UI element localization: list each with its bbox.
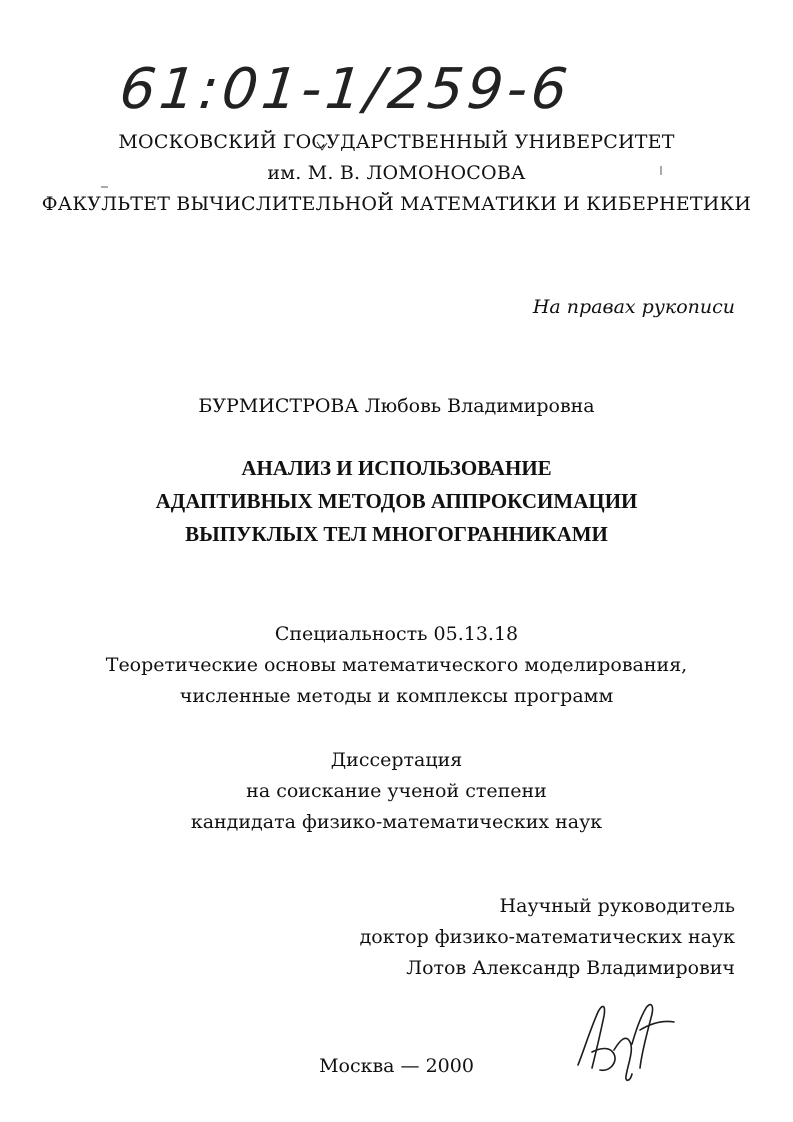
university-honorific: им. М. В. ЛОМОНОСОВА [267,162,526,184]
degree-line-1: Диссертация [330,749,463,771]
stray-mark-3 [100,183,110,191]
title-line-2: АДАПТИВНЫХ МЕТОДОВ АППРОКСИМАЦИИ [155,489,638,513]
city-year: Москва — 2000 [319,1055,474,1077]
degree-line-3: кандидата физико-математических наук [190,811,603,833]
faculty-name: ФАКУЛЬТЕТ ВЫЧИСЛИТЕЛЬНОЙ МАТЕМАТИКИ И КИБЕРНЕТИКИ [41,193,752,215]
specialty-code: Специальность 05.13.18 [274,623,519,645]
university-name: МОСКОВСКИЙ ГОСУДАРСТВЕННЫЙ УНИВЕРСИТЕТ [118,131,675,153]
author-name: БУРМИСТРОВА Любовь Владимировна [198,395,595,417]
degree-line-2: на соискание ученой степени [246,780,547,802]
handwritten-catalog-number [116,55,580,125]
specialty-line-1: Теоретические основы математического моделирования, [105,654,688,676]
supervisor-role: Научный руководитель [499,895,735,917]
specialty-line-2: численные методы и комплексы программ [179,685,614,707]
rights-notice: На правах рукописи [532,296,735,318]
supervisor-name: Лотов Александр Владимирович [406,957,735,979]
catalog-number-text: 61:01-1/259-6 [116,57,575,122]
supervisor-degree: доктор физико-математических наук [359,926,735,948]
title-line-1: АНАЛИЗ И ИСПОЛЬЗОВАНИЕ [241,456,552,480]
title-line-3: ВЫПУКЛЫХ ТЕЛ МНОГОГРАННИКАМИ [185,522,608,546]
